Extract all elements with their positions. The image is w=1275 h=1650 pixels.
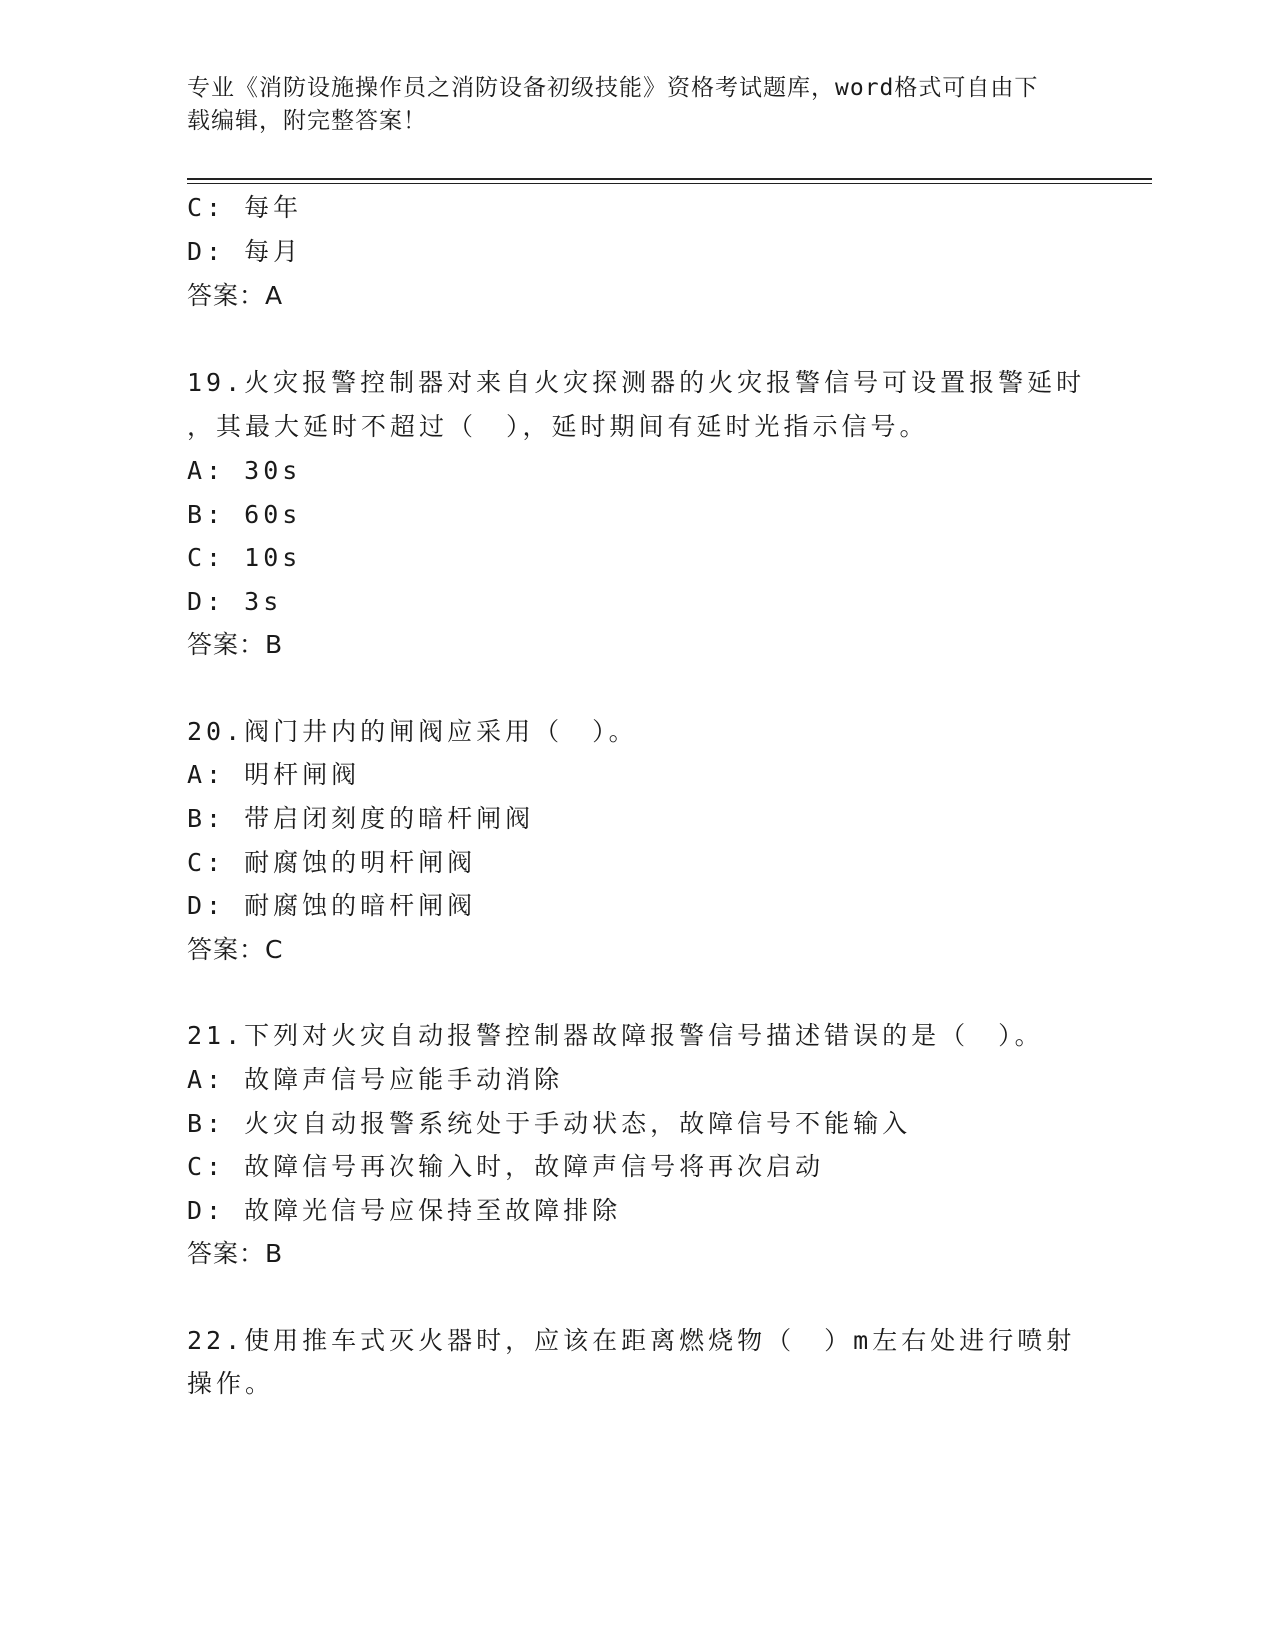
question-19-stem-line-2: ，其最大延时不超过（ ），延时期间有延时光指示信号。 <box>187 412 929 441</box>
question-21-stem: 21.下列对火灾自动报警控制器故障报警信号描述错误的是（ ）。 <box>187 1021 1044 1050</box>
question-19-option-d: D: 3s <box>187 587 283 616</box>
question-20-option-d: D: 耐腐蚀的暗杆闸阀 <box>187 891 477 920</box>
question-20-stem: 20.阀门井内的闸阀应采用（ ）。 <box>187 717 638 746</box>
prev-option-d: D: 每月 <box>187 237 303 266</box>
question-20-option-a: A: 明杆闸阀 <box>187 760 361 789</box>
question-19-stem-line-1: 19.火灾报警控制器对来自火灾探测器的火灾报警信号可设置报警延时 <box>187 368 1086 397</box>
header-divider-bottom <box>187 183 1152 184</box>
question-19-answer: 答案：B <box>187 630 284 659</box>
question-20-option-c: C: 耐腐蚀的明杆闸阀 <box>187 848 477 877</box>
header-divider-top <box>187 178 1152 180</box>
question-21-option-c: C: 故障信号再次输入时，故障声信号将再次启动 <box>187 1152 825 1181</box>
prev-option-c: C: 每年 <box>187 193 303 222</box>
question-22-stem-line-2: 操作。 <box>187 1369 275 1398</box>
question-22-stem-line-1: 22.使用推车式灭火器时，应该在距离燃烧物（ ）m左右处进行喷射 <box>187 1326 1076 1355</box>
question-19-option-a: A: 30s <box>187 456 302 485</box>
question-21-answer: 答案：B <box>187 1239 284 1268</box>
question-20-answer: 答案：C <box>187 935 284 964</box>
question-19-option-c: C: 10s <box>187 543 302 572</box>
prev-answer: 答案：A <box>187 281 284 310</box>
header-line-2: 载编辑，附完整答案！ <box>187 108 427 134</box>
header-line-1: 专业《消防设施操作员之消防设备初级技能》资格考试题库，word格式可自由下 <box>187 75 1039 101</box>
question-21-option-d: D: 故障光信号应保持至故障排除 <box>187 1196 622 1225</box>
question-21-option-b: B: 火灾自动报警系统处于手动状态，故障信号不能输入 <box>187 1109 912 1138</box>
question-20-option-b: B: 带启闭刻度的暗杆闸阀 <box>187 804 535 833</box>
document-header <box>187 72 1067 138</box>
question-21-option-a: A: 故障声信号应能手动消除 <box>187 1065 564 1094</box>
question-19-option-b: B: 60s <box>187 500 302 529</box>
